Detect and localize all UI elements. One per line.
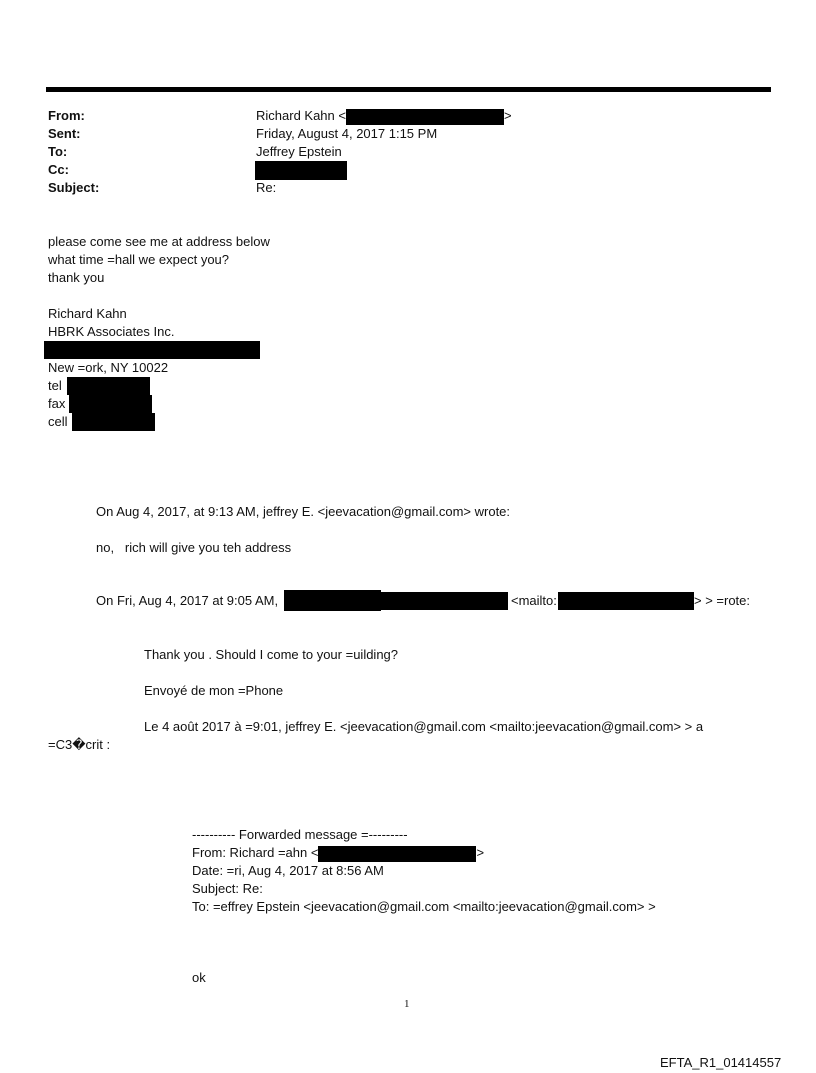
signature-tel-label: tel (48, 378, 62, 393)
cc-redaction (255, 161, 347, 180)
mailto-redaction (558, 592, 694, 610)
subject-value: Re: (256, 180, 277, 195)
quote1-header: On Aug 4, 2017, at 9:13 AM, jeffrey E. <jeevacation@gmail.com> wrote: (96, 504, 511, 519)
page-number: 1 (404, 998, 410, 1010)
sent-value: Friday, August 4, 2017 1:15 PM (256, 126, 438, 141)
body-line-2: what time =hall we expect you? (48, 252, 230, 267)
redaction-block (346, 109, 504, 125)
signature-name: Richard Kahn (48, 306, 127, 321)
subject-label: Subject: (48, 180, 100, 195)
address-redaction (44, 341, 260, 359)
signature-fax-label: fax (48, 396, 66, 411)
forwarded-to: To: =effrey Epstein <jeevacation@gmail.com <mailto:jeevacation@gmail.com> > (192, 899, 656, 914)
to-value: Jeffrey Epstein (256, 144, 342, 159)
forwarded-body: ok (192, 970, 206, 985)
forwarded-title: ---------- Forwarded message =--------- (192, 827, 408, 842)
quote3-text-1: Thank you . Should I come to your =uilding? (144, 647, 399, 662)
header-rule (46, 87, 771, 92)
body-line-3: thank you (48, 270, 105, 285)
sent-label: Sent: (48, 126, 81, 141)
from-label: From: (48, 108, 85, 123)
signature-city: New =ork, NY 10022 (48, 360, 169, 375)
quote3-text-2: Envoyé de mon =Phone (144, 683, 284, 698)
to-label: To: (48, 144, 68, 159)
forwarded-from (192, 845, 484, 862)
tel-redaction (67, 377, 150, 395)
forwarded-from-close: > (476, 845, 485, 860)
signature-company: HBRK Associates Inc. (48, 324, 175, 339)
quote1-text: no, rich will give you teh address (96, 540, 292, 555)
document-id: EFTA_R1_01414557 (660, 1055, 782, 1070)
body-line-1: please come see me at address below (48, 234, 270, 249)
sender-redaction-1 (284, 590, 381, 611)
from-value (256, 108, 512, 125)
signature-cell-label: cell (48, 414, 68, 429)
forwarded-date: Date: =ri, Aug 4, 2017 at 8:56 AM (192, 863, 384, 878)
quote3-header-wrap: =C3�crit : (48, 737, 111, 752)
cell-redaction (72, 413, 155, 431)
sender-redaction-2 (381, 592, 508, 610)
forwarded-subject: Subject: Re: (192, 881, 263, 896)
fax-redaction (69, 395, 152, 413)
from-close: > (503, 108, 512, 123)
redaction-block (318, 846, 476, 862)
quote2-mailto: <mailto: (511, 593, 557, 608)
quote2-header-end: > > =rote: (694, 593, 751, 608)
cc-label: Cc: (48, 162, 69, 177)
quote3-header: Le 4 août 2017 à =9:01, jeffrey E. <jeevacation@gmail.com <mailto:jeevacation@gmail.com> > a (144, 719, 704, 734)
forwarded-from-text: From: Richard =ahn < (192, 845, 319, 860)
from-name: Richard Kahn < (256, 108, 346, 123)
quote2-header-start: On Fri, Aug 4, 2017 at 9:05 AM, (96, 593, 279, 608)
